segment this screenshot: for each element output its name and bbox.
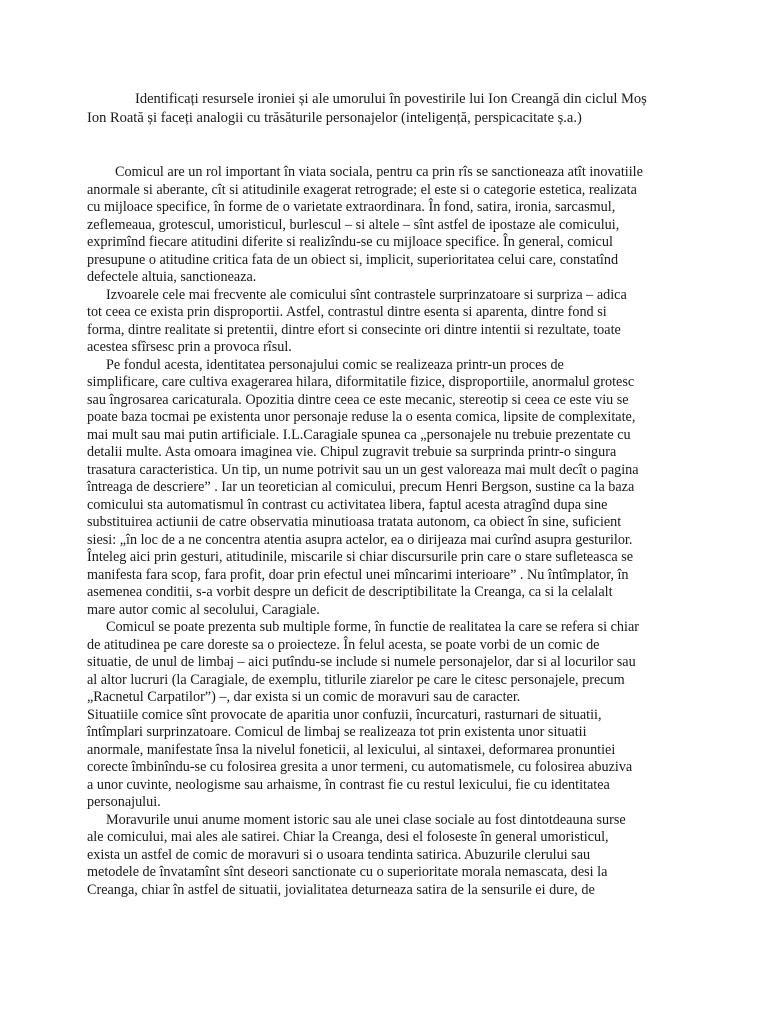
text-line: manifesta fara scop, fara profit, doar prin efectul unei mîncarimi interioare” . Nu întîmplator, în [87,566,629,583]
text-line: situatie, de unul de limbaj – aici putîndu-se include si numele personajelor, dar si al locurilor sau [87,654,636,670]
text-line: corecte îmbinîndu-se cu folosirea gresita a unor termeni, cu automatismele, cu folosirea abuziva [87,759,633,775]
text-line: ale comicului, mai ales ale satirei. Chiar la Creanga, desi el foloseste în general umoristicul, [87,829,609,845]
text-line: personajului. [87,794,161,810]
text-line: acestea sfîrsesc prin a provoca rîsul. [87,339,292,355]
text-line: Izvoarele cele mai frecvente ale comicului sînt contrastele surprinzatoare si surpriza – adica [106,286,627,303]
text-line: anormale, manifestate însa la nivelul foneticii, al lexicului, al sintaxei, deformarea pronuntiei [87,741,616,758]
text-line: forma, dintre realitate si pretentii, dintre efort si consecinte ori dintre intentii si rezultate, toate [87,321,621,338]
paragraph [87,357,691,620]
text-line: anormale si aberante, cît si atitudinile exagerat retrograde; el este si o categorie estetica, realizata [87,181,637,198]
text-line: întreaga de descriere” . Iar un teoretician al comicului, precum Henri Bergson, sustine ca la baza [87,479,635,495]
paragraph [87,287,691,357]
text-line: poate baza tocmai pe existenta unor personaje reduse la o esenta comica, lipsite de complexitate, [87,409,636,425]
text-line: Comicul se poate prezenta sub multiple forme, în functie de realitatea la care se refera si chiar [106,619,639,635]
text-line: Moravurile unui anume moment istoric sau ale unei clase sociale au fost dintotdeauna surse [106,811,626,828]
text-line: mare autor comic al secolului, Caragiale. [87,601,320,618]
text-line: metodele de învatamînt sînt deseori sanctionate cu o superioritate morala nemascata, desi la [87,864,608,880]
text-line: Situatiile comice sînt provocate de aparitia unor confuzii, încurcaturi, rasturnari de situatii, [87,706,602,723]
text-line: defectele altuia, sanctioneaza. [87,269,257,285]
text-line: tot ceea ce exista prin disproportii. Astfel, contrastul dintre esenta si aparenta, dintre fond si [87,304,607,320]
text-line: Creanga, chiar în astfel de situatii, jovialitatea deturneaza satira de la sensurile ei dure, de [87,881,595,898]
text-line: zeflemeaua, grotescul, umoristicul, burlescul – si altele – sînt astfel de ipostaze ale comicului, [87,216,620,233]
text-line: exprimînd fiecare atitudini diferite si realizîndu-se cu mijloace specifice. În general, comicul [87,234,613,250]
text-line: comicului sta automatismul în contrast cu activitatea libera, faptul acesta atragînd dupa sine [87,496,608,513]
text-line: mai mult sau mai putin artificiale. I.L.Caragiale spunea ca „personajele nu trebuie prezentate cu [87,426,631,443]
text-line: Înteleg aici prin gesturi, atitudinile, miscarile si chiar discursurile prin care o stare sufleteasca se [87,549,634,565]
text-line: Pe fondul acesta, identitatea personajului comic se realizeaza printr-un proces de [106,356,564,373]
text-line: presupune o atitudine critica fata de un obiect si, implicit, superioritatea celui care, constatînd [87,251,619,268]
text-line: a unor cuvinte, neologisme sau arhaisme, în contrast fie cu restul lexicului, fie cu identitatea [87,776,610,793]
title-line: Ion Roată și faceți analogii cu trăsăturile personajelor (inteligență, perspicacitate ș.a.) [87,110,582,126]
document-body [87,164,691,899]
text-line: simplificare, care cultiva exagerarea hilara, diformitatile fizice, disproportiile, anormalul grotesc [87,374,635,390]
text-line: trasatura caracteristica. Un tip, un nume potrivit sau un un gest valoreaza mai mult decît o pagina [87,461,639,478]
text-line: sau îngrosarea caricaturala. Opozitia dintre ceea ce este mecanic, stereotip si ceea ce este viu se [87,391,629,408]
paragraph [87,619,691,707]
text-line: asemenea conditii, s-a vorbit despre un deficit de descriptibilitate la Creanga, ca si la celalalt [87,584,613,600]
text-line: cu mijloace specifice, în forme de o varietate extraordinara. În fond, satira, ironia, sarcasmul, [87,199,616,215]
text-line: Comicul are un rol important în viata sociala, pentru ca prin rîs se sanctioneaza atît inovatiile [115,164,643,180]
document-title [87,90,687,128]
text-line: al altor lucruri (la Caragiale, de exemplu, titlurile ziarelor pe care le citesc personajele, precum [87,671,625,688]
paragraph [87,812,691,900]
title-line: Identificați resursele ironiei și ale umorului în povestirile lui Ion Creangă din ciclul Moș [135,91,647,107]
text-line: detalii multe. Asta omoara imaginea vie. Chipul zugravit trebuie sa surprinda printr-o singura [87,444,617,460]
text-line: întîmplari surprinzatoare. Comicul de limbaj se realizeaza tot prin existenta unor situatii [87,724,587,740]
text-line: siesi: „în loc de a ne concentra atentia asupra actelor, ea o dirijeaza mai curînd asupra gesturilor. [87,531,633,548]
text-line: exista un astfel de comic de moravuri si o usoara tendinta satirica. Abuzurile clerului sau [87,846,591,863]
paragraph [87,707,691,812]
paragraph [87,164,691,287]
text-line: de atitudinea pe care doreste sa o proiecteze. În felul acesta, se poate vorbi de un comic de [87,636,600,653]
text-line: substituirea actiunii de catre observatia minutioasa tratata autonom, ca obiect în sine, suficient [87,514,622,530]
text-line: „Racnetul Carpatilor”) –, dar exista si un comic de moravuri sau de caracter. [87,689,521,705]
